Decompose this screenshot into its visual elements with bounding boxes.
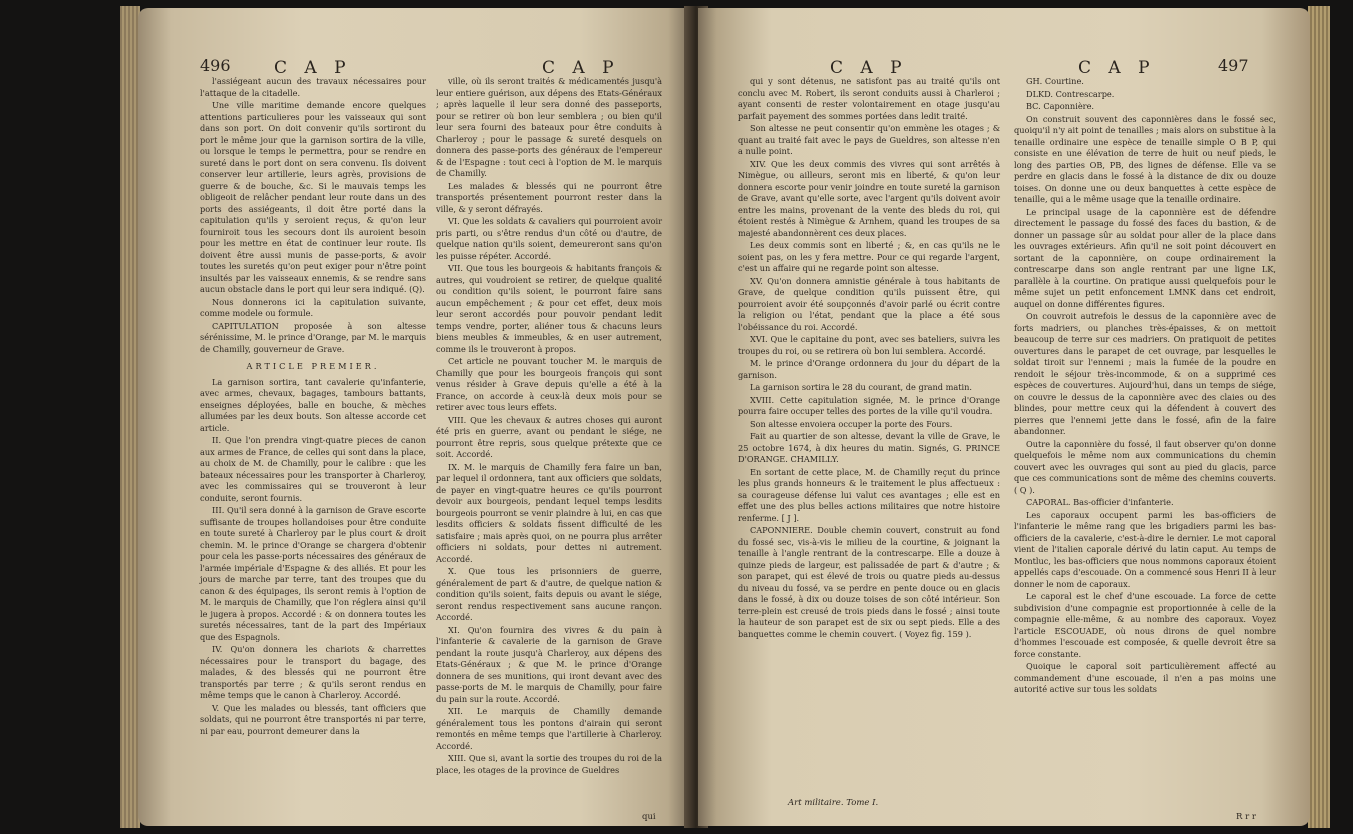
- right-column-1: [738, 76, 1000, 641]
- left-catchword: qui: [642, 812, 656, 822]
- paragraph: VIII. Que les chevaux & autres choses qui auront été pris en guerre, avant ou pendant le siége, ne pourront être repris, sous quelque prétexte que ce soit. Accordé.: [436, 414, 662, 459]
- paragraph: II. Que l'on prendra vingt-quatre pieces de canon aux armes de France, de celles qui sont dans la place, au choix de M. de Chamilly, pour le calibre : que les bateaux nécessaires pour les transporter à Charleroy, avec les commissaires qui se trouveront à leur conduite, seront fournis.: [200, 435, 426, 503]
- paragraph: En sortant de cette place, M. de Chamilly reçut du prince les plus grands honneurs & le traitement le plus affectueux : sa courageuse défense lui valut ces avantages ; elle est en effet une des plus belles actions militaires que notre histoire renferme. [ J ].: [738, 466, 1000, 523]
- paragraph: On couvroit autrefois le dessus de la caponnière avec de forts madriers, ou planches très-épaisses, & on mettoit beaucoup de terre sur ces madriers. On pratiquoit de petites ouvertures dans le parapet de cet ouvrage, par lesquelles le soldat tiroit sur l'ennemi ; mais la fumée de la poudre en rendoit le séjour très-incommode, & on a supprimé ces espèces de couvertures. Aujourd'hui, dans un temps de siége, on couvre le dessus de la caponnière avec des claies ou des blindes, pour mettre ceux qui la défendent à couvert des pierres que l'ennemi jette dans le fossé, afin de la faire abandonner.: [1014, 311, 1276, 436]
- left-page: [138, 8, 690, 826]
- paragraph: Les malades & blessés qui ne pourront être transportés présentement pourront rester dans la ville, & y seront défrayés.: [436, 180, 662, 214]
- paragraph: qui y sont détenus, ne satisfont pas au traité qu'ils ont conclu avec M. Robert, ils seront conduits aussi à Charleroi ; ayant consenti de rester volontairement en otage jusqu'au parfait payement des sommes portées dans ledit traité.: [738, 76, 1000, 121]
- right-page: [698, 8, 1310, 826]
- left-column-2: [436, 76, 662, 777]
- paragraph: Nous donnerons ici la capitulation suivante, comme modele ou formule.: [200, 296, 426, 318]
- paragraph: ARTICLE PREMIER.: [246, 361, 380, 371]
- left-running-head-2: C A P: [542, 58, 620, 78]
- paragraph: Cet article ne pouvant toucher M. le marquis de Chamilly que pour les bourgeois françois qui sont venus résider à Grave depuis qu'elle a été à la France, on accorde à ceux-là deux mois pour se retirer avec tous leurs effets.: [436, 356, 662, 412]
- right-running-head-1: C A P: [830, 58, 908, 78]
- paragraph: Les deux commis sont en liberté ; &, en cas qu'ils ne le soient pas, on les y fera mettre. Pour ce qui regarde l'argent, c'est un affaire qui ne regarde point son altesse.: [738, 240, 1000, 273]
- paragraph: La garnison sortira, tant cavalerie qu'infanterie, avec armes, chevaux, bagages, tambours battants, enseignes déployées, balle en bouche, & mèches allumées par les deux bouts. Son altesse accorde cet article.: [200, 376, 426, 433]
- paragraph: XVI. Que le capitaine du pont, avec ses bateliers, suivra les troupes du roi, ou se retirera où bon lui semblera. Accordé.: [738, 334, 1000, 356]
- paragraph: XII. Le marquis de Chamilly demande généralement tous les pontons d'airain qui seront remontés en même temps que l'artillerie à Charleroy. Accordé.: [436, 706, 662, 751]
- paragraph: ville, où ils seront traités & médicamentés jusqu'à leur entiere guérison, aux dépens des Etats-Généraux ; après laquelle il leur sera donné des passeports, pour se retirer où bon leur semblera ; ou bien qu'il leur sera fourni des bateaux pour être conduits à Charleroy ; pour le passage & sureté desquels on donnera des passe-ports des généraux de l'empereur & de l'Espagne : tout ceci à l'option de M. le marquis de Chamilly.: [436, 76, 662, 178]
- paragraph: V. Que les malades ou blessés, tant officiers que soldats, qui ne pourront être transportés ni par terre, ni par eau, pourront demeurer dans la: [200, 702, 426, 736]
- open-book: [8, 0, 1338, 834]
- paragraph: VI. Que les soldats & cavaliers qui pourroient avoir pris parti, ou s'être rendus d'un côté ou d'autre, de quelque nation qu'ils soient, demeureront sans qu'on les puisse répéter. Accordé.: [436, 216, 662, 261]
- signature-mark: Art militaire. Tome I.: [788, 798, 879, 808]
- paragraph: l'assiégeant aucun des travaux nécessaires pour l'attaque de la citadelle.: [200, 76, 426, 98]
- paragraph: GH. Courtine.: [1026, 76, 1084, 86]
- paragraph: Le principal usage de la caponnière est de défendre directement le passage du fossé des faces du bastion, & de donner un passage sûr au soldat pour aller de la place dans les ouvrages extérieurs. Afin qu'il ne soit point découvert en sortant de la caponnière, on coupe ordinairement la contrescarpe dans son angle rentrant par une ligne LK, parallèle à la courtine. On pratique aussi quelquefois pour le même sujet un petit enfoncement LMNK dans cet endroit, auquel on donne différentes figures.: [1014, 206, 1276, 309]
- paragraph: CAPONNIERE. Double chemin couvert, construit au fond du fossé sec, vis-à-vis le milieu de la courtine, & joignant la tenaille à l'angle rentrant de la contrescarpe. Elle a douze à quinze pieds de largeur, est palissadée de part & d'autre ; & son parapet, qui est élevé de trois ou quatre pieds au-dessus du niveau du fossé, va se perdre en pente douce ou en glacis dans le fossé, à dix ou douze toises de son côté intérieur. Son terre-plein est creusé de trois pieds dans le fossé ; ainsi toute la hauteur de son parapet est de six ou sept pieds. Elle a des banquettes comme le chemin couvert. ( Voyez fig. 159 ).: [738, 525, 1000, 639]
- paragraph: Outre la caponnière du fossé, il faut observer qu'on donne quelquefois le même nom aux communications du chemin couvert avec les ouvrages qui sont au pied du glacis, parce que ces communications sont de même des chemins couverts. ( Q ).: [1014, 438, 1276, 495]
- paragraph: CAPORAL. Bas-officier d'infanterie.: [1026, 497, 1174, 507]
- left-column-1: [200, 76, 426, 738]
- page-edges-right: [1308, 6, 1330, 828]
- paragraph: La garnison sortira le 28 du courant, de grand matin.: [750, 382, 973, 392]
- paragraph: X. Que tous les prisonniers de guerre, généralement de part & d'autre, de quelque nation & condition qu'ils soient, faits depuis ou avant le siége, seront rendus respectivement sans aucune rançon. Accordé.: [436, 566, 662, 622]
- paragraph: CAPITULATION proposée à son altesse sérénissime, M. le prince d'Orange, par M. le marquis de Chamilly, gouverneur de Grave.: [200, 320, 426, 354]
- paragraph: XVIII. Cette capitulation signée, M. le prince d'Orange pourra faire occuper telles des portes de la ville qu'il voudra.: [738, 394, 1000, 416]
- paragraph: Quoique le caporal soit particulièrement affecté au commandement d'une escouade, il n'en a pas moins une autorité active sur tous les soldats: [1014, 661, 1276, 694]
- right-running-head-2: C A P: [1078, 58, 1156, 78]
- page-edges-left: [120, 6, 140, 828]
- paragraph: VII. Que tous les bourgeois & habitants françois & autres, qui voudroient se retirer, de quelque qualité ou condition qu'ils soient, le pourront faire sans aucun empêchement ; & pour cet effet, deux mois leur seront accordés pour pouvoir pendant ledit temps vendre, porter, aliéner tous & chacuns leurs biens meubles & immeubles, & en user autrement, comme ils le trouveront à propos.: [436, 263, 662, 354]
- paragraph: XIV. Que les deux commis des vivres qui sont arrêtés à Nimègue, ou ailleurs, seront mis en liberté, & qu'on leur donnera escorte pour venir joindre en toute sureté la garnison de Grave, avant qu'elle sorte, avec l'argent qu'ils doivent avoir entre les mains, provenant de la vente des bleds du roi, qui étoient restés à Nimègue & Arnhem, quand les troupes de sa majesté abandonnèrent ces deux places.: [738, 158, 1000, 238]
- paragraph: On construit souvent des caponnières dans le fossé sec, quoiqu'il n'y ait point de tenailles ; mais alors on substitue à la tenaille ordinaire une espèce de tenaille simple O B P, qui consiste en une élévation de terre de huit ou neuf pieds, le long des parties OB, PB, des lignes de défense. Elle va se perdre en glacis dans le fossé à la distance de dix ou douze toises. On donne une ou deux banquettes à cette espèce de tenaille, qui a le même usage que la tenaille ordinaire.: [1014, 113, 1276, 204]
- paragraph: XIII. Que si, avant la sortie des troupes du roi de la place, les otages de la province de Gueldres: [436, 753, 662, 775]
- paragraph: XI. Qu'on fournira des vivres & du pain à l'infanterie & cavalerie de la garnison de Grave pendant la route jusqu'à Charleroy, aux dépens des Etats-Généraux ; & que M. le prince d'Orange donnera de ses munitions, qui iront devant avec des passe-ports de M. le marquis de Chamilly, pour faire du pain sur la route. Accordé.: [436, 624, 662, 704]
- paragraph: Les caporaux occupent parmi les bas-officiers de l'infanterie le même rang que les brigadiers parmi les bas-officiers de la cavalerie, c'est-à-dire le dernier. Le mot caporal vient de l'italien caporale dérivé du latin caput. Au temps de Montluc, les bas-officiers que nous nommons caporaux étoient appellés caps d'escouade. On a commencé sous Henri II à leur donner le nom de caporaux.: [1014, 509, 1276, 589]
- right-catchword: R r r: [1236, 812, 1256, 822]
- paragraph: Le caporal est le chef d'une escouade. La force de cette subdivision d'une compagnie est proportionnée à celle de la compagnie elle-même, & au nombre des caporaux. Voyez l'article ESCOUADE, où nous dirons de quel nombre d'hommes l'escouade est composée, & quelle devroit être sa force constante.: [1014, 591, 1276, 659]
- right-page-number: 497: [1218, 56, 1249, 75]
- left-running-head-1: C A P: [274, 58, 352, 78]
- paragraph: XV. Qu'on donnera amnistie générale à tous habitants de Grave, de quelque condition qu'ils puissent être, qui pourroient avoir été soupçonnés d'avoir parlé ou écrit contre la religion ou l'état, pendant que la place a été sous l'obéissance du roi. Accordé.: [738, 275, 1000, 332]
- paragraph: IX. M. le marquis de Chamilly fera faire un ban, par lequel il ordonnera, tant aux officiers que soldats, de payer en vingt-quatre heures ce qu'ils pourront devoir aux bourgeois, pendant lequel temps lesdits bourgeois pourront se venir plaindre à lui, en cas que lesdits officiers & soldats fissent difficulté de les satisfaire ; mais après quoi, on ne pourra plus arrêter officiers ni soldats, pour dettes ni autrement. Accordé.: [436, 461, 662, 564]
- paragraph: DLKD. Contrescarpe.: [1026, 88, 1115, 99]
- paragraph: Une ville maritime demande encore quelques attentions particulieres pour les vaisseaux qui sont dans son port. On doit convenir qu'ils sortiront du port le même jour que la garnison sortira de la ville, ou lorsque le temps le permettra, pour se rendre en sureté dans le port dont on sera convenu. Ils doivent conserver leur artillerie, leurs agrès, provisions de guerre & de bouche, &c. Si le mauvais temps les obligeoit de relâcher pendant leur route dans un des ports des assiégeants, il doit être porté dans la capitulation qu'ils y seroient reçus, & qu'on leur fourniroit tous les secours dont ils auroient besoin pour les mettre en état de continuer leur route. Ils doivent être aussi munis de passe-ports, & avoir toutes les suretés qu'on peut exiger pour n'être point insultés par les vaisseaux ennemis, & se rendre sans aucun obstacle dans le port qui leur sera indiqué. (Q).: [200, 100, 426, 294]
- right-column-2: [1014, 76, 1276, 697]
- paragraph: Fait au quartier de son altesse, devant la ville de Grave, le 25 octobre 1674, à dix heures du matin. Signés, G. PRINCE D'ORANGE. CHAMILLY.: [738, 431, 1000, 464]
- paragraph: Son altesse ne peut consentir qu'on emmène les otages ; & quant au traité fait avec le pays de Gueldres, son altesse n'en a nulle point.: [738, 123, 1000, 156]
- paragraph: BC. Caponnière.: [1026, 101, 1095, 111]
- paragraph: M. le prince d'Orange ordonnera du jour du départ de la garnison.: [738, 358, 1000, 380]
- paragraph: III. Qu'il sera donné à la garnison de Grave escorte suffisante de troupes hollandoises pour être conduite en toute sureté à Charleroy par le plus court & droit chemin. M. le prince d'Orange se chargera d'obtenir pour cela les passe-ports nécessaires des généraux de l'armée impériale d'Espagne & des alliés. Et pour les jours de marche par terre, tant des troupes que du canon & des équipages, ils seront remis à l'option de M. le marquis de Chamilly, que l'on réglera ainsi qu'il le jugera à propos. Accordé : & on donnera toutes les suretés nécessaires, tant de la part des Impériaux que des Espagnols.: [200, 505, 426, 642]
- left-page-number: 496: [200, 56, 231, 75]
- paragraph: Son altesse envoiera occuper la porte des Fours.: [750, 418, 953, 429]
- paragraph: IV. Qu'on donnera les chariots & charrettes nécessaires pour le transport du bagage, des malades, & des blessés qui ne pourront être transportés par terre ; & qu'ils seront rendus en même temps que le canon à Charleroy. Accordé.: [200, 644, 426, 700]
